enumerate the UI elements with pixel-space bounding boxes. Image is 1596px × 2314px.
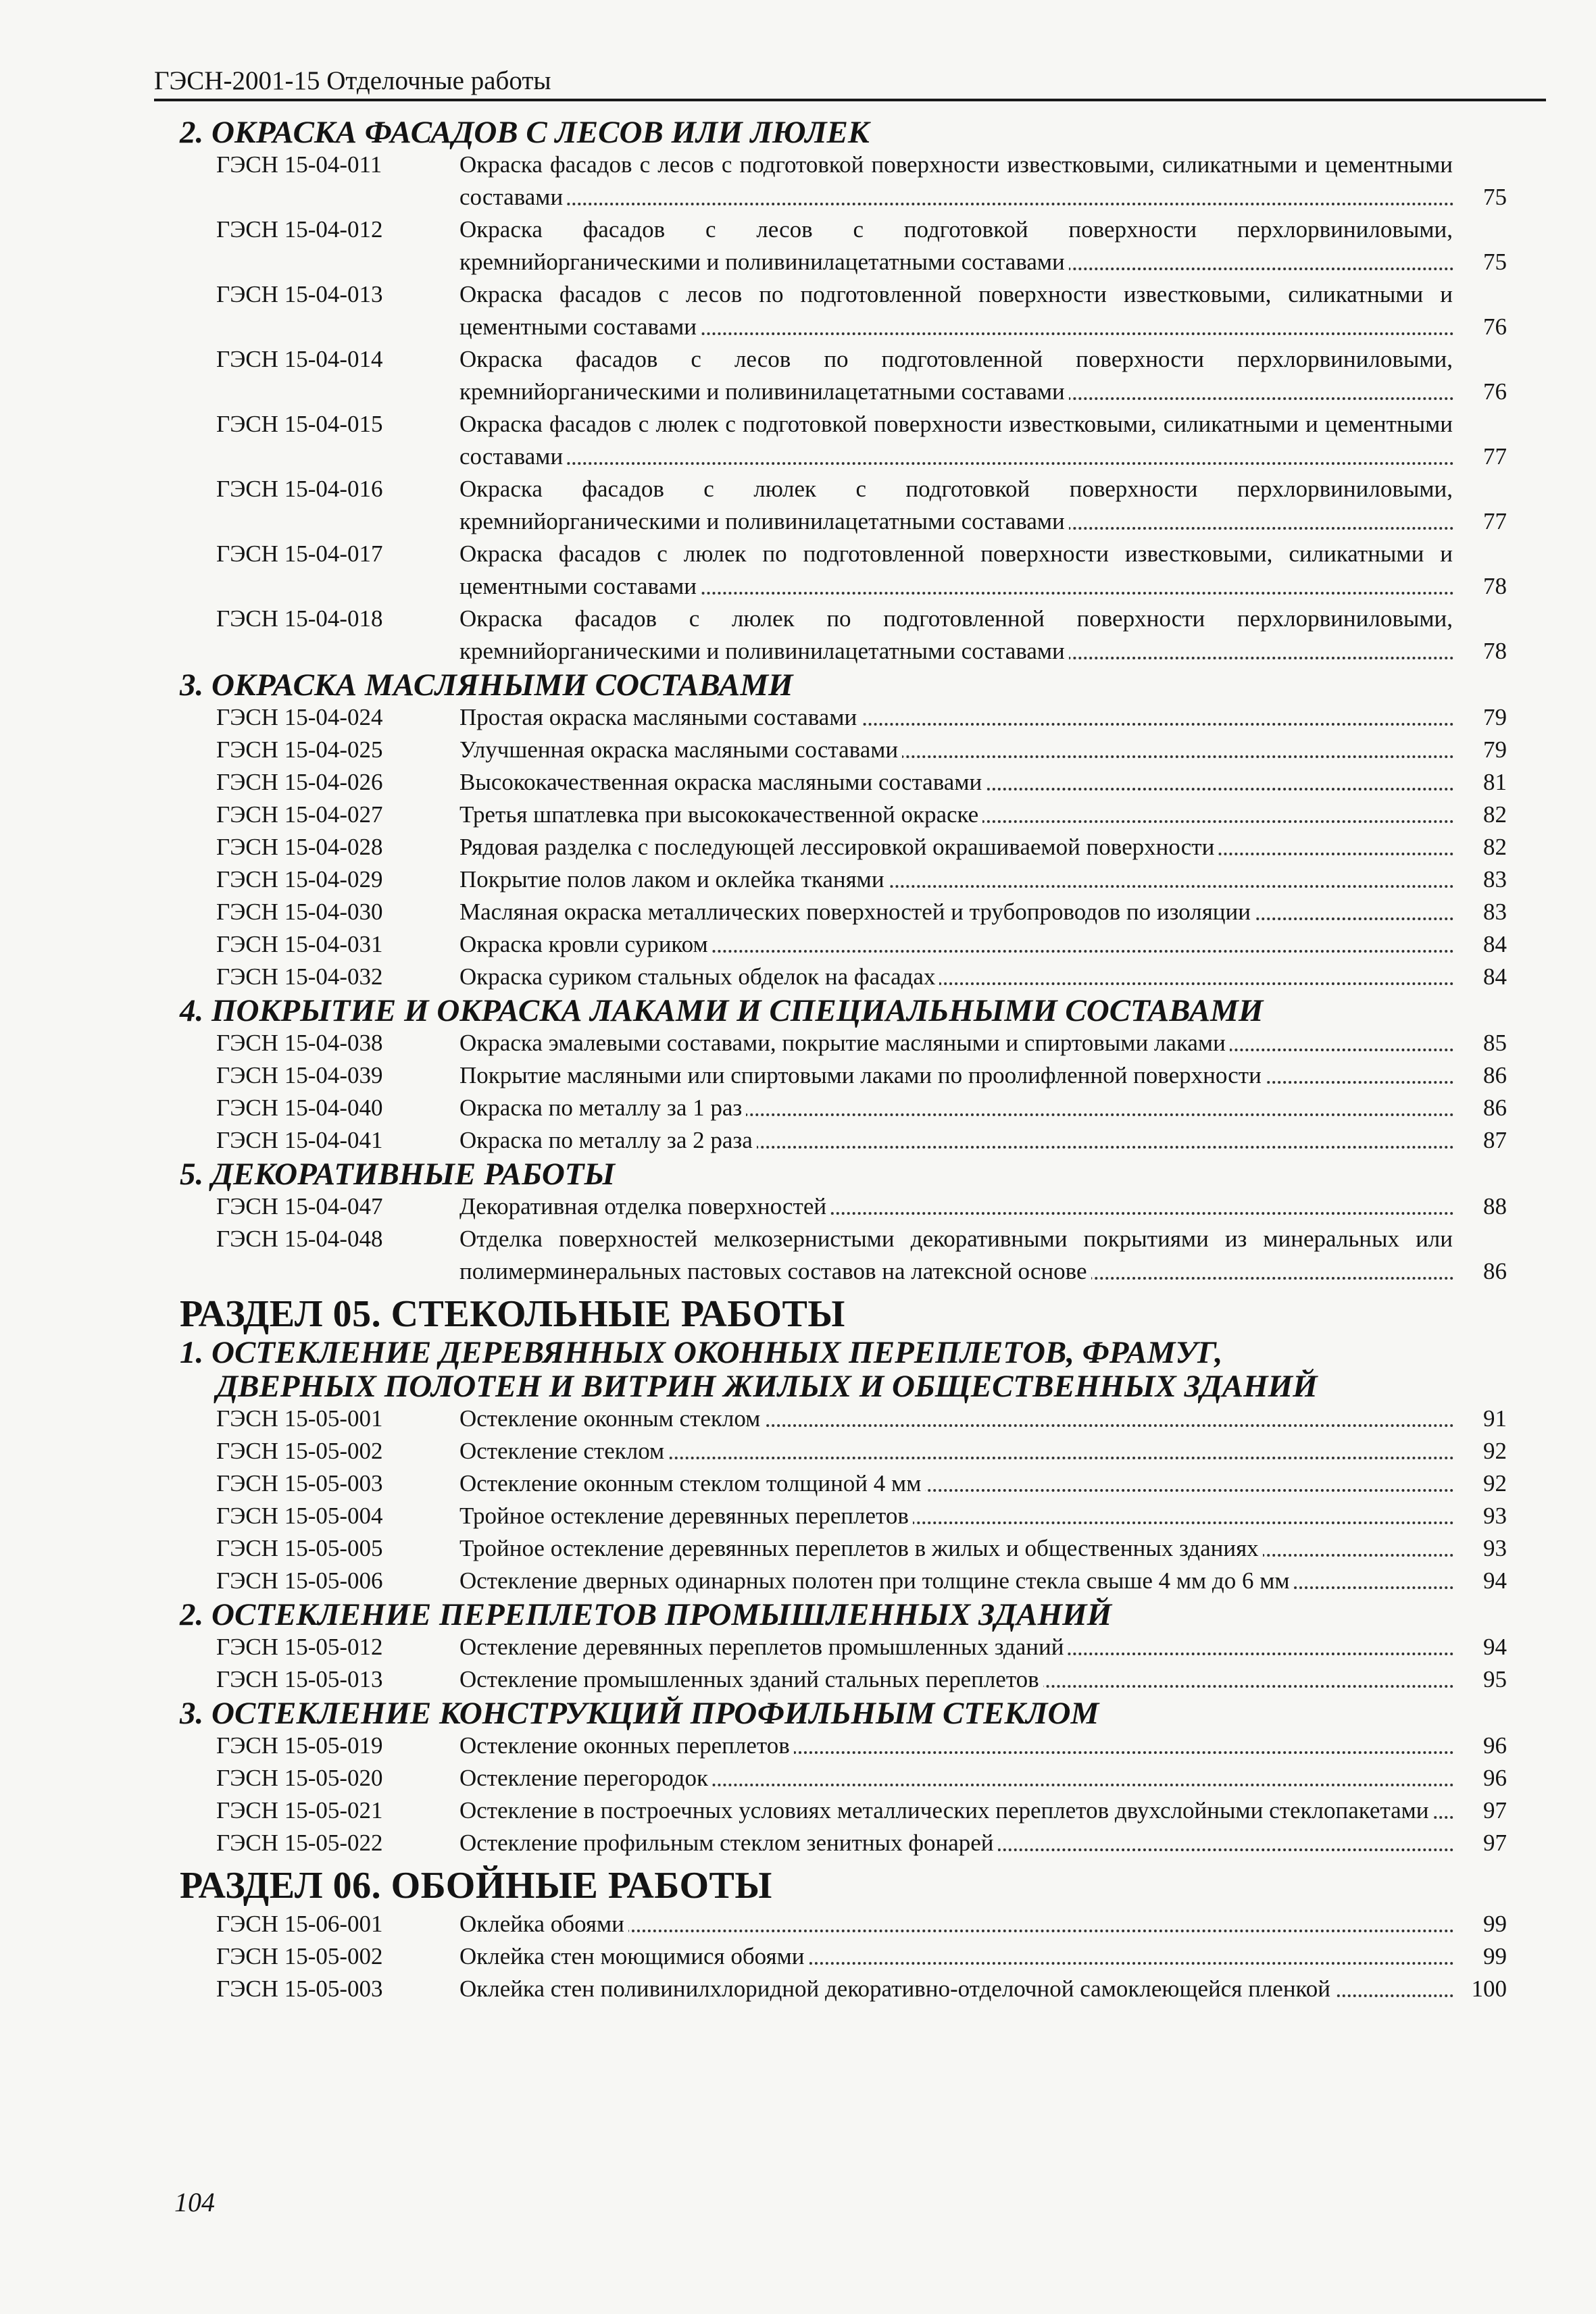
entry-code: ГЭСН 15-04-027 [216,801,383,828]
entry-page: 78 [1483,638,1507,664]
entry-code: ГЭСН 15-04-029 [216,866,383,892]
entry-title: Третья шпатлевка при высококачественной окраске [459,801,982,828]
subsection-title: 3. ОСТЕКЛЕНИЕ КОНСТРУКЦИЙ ПРОФИЛЬНЫМ СТЕКЛОМ [180,1696,1099,1731]
entry-code: ГЭСН 15-05-002 [216,1438,383,1464]
entry-text [459,473,1507,538]
entry-title: Декоративная отделка поверхностей [459,1193,830,1219]
toc-entry[interactable] [155,408,1507,473]
entry-text [459,928,1507,961]
entry-title: Высококачественная окраска масляными составами [459,769,986,795]
page-header: ГЭСН-2001-15 Отделочные работы [154,68,1546,101]
entry-text [459,1631,1507,1663]
entry-code: ГЭСН 15-05-021 [216,1797,383,1823]
entry-code: ГЭСН 15-04-038 [216,1030,383,1056]
toc-entry[interactable] [155,831,1507,863]
entry-code: ГЭСН 15-04-047 [216,1193,383,1219]
entry-code: ГЭСН 15-05-002 [216,1943,383,1969]
entry-page: 88 [1483,1193,1507,1219]
entry-code: ГЭСН 15-05-013 [216,1666,383,1692]
dot-leader [459,462,1454,465]
entry-text [459,1500,1507,1532]
entry-text [459,1532,1507,1565]
toc-entry[interactable] [155,1762,1507,1794]
entry-title: Остекление промышленных зданий стальных переплетов [459,1666,1043,1692]
toc-entry[interactable] [155,278,1507,343]
entry-text [459,766,1507,799]
toc-entry[interactable] [155,734,1507,766]
toc-entry[interactable] [155,1908,1507,1940]
entry-code: ГЭСН 15-05-012 [216,1634,383,1660]
entry-page: 76 [1483,378,1507,405]
entry-text [459,343,1507,408]
entry-code: ГЭСН 15-05-003 [216,1976,383,2002]
entry-code: ГЭСН 15-06-001 [216,1911,383,1937]
entry-code: ГЭСН 15-05-005 [216,1535,383,1561]
entry-title: Оклейка обоями [459,1911,628,1937]
entry-page: 93 [1483,1503,1507,1529]
entry-title: Окраска фасадов с люлек по подготовленной поверхности известковыми, силикатными и цементными составами [459,540,1453,599]
toc-entry[interactable] [155,1435,1507,1467]
toc-entry[interactable] [155,149,1507,213]
entry-page: 97 [1483,1797,1507,1823]
entry-title: Остекление деревянных переплетов промышленных зданий [459,1634,1068,1660]
entry-title: Остекление стеклом [459,1438,668,1464]
toc-entry[interactable] [155,1500,1507,1532]
toc-entry[interactable] [155,1124,1507,1157]
entry-code: ГЭСН 15-04-014 [216,346,383,372]
toc-entry[interactable] [155,1059,1507,1092]
section-title: РАЗДЕЛ 05. СТЕКОЛЬНЫЕ РАБОТЫ [180,1293,845,1335]
entry-title: Оклейка стен моющимися обоями [459,1943,808,1969]
entry-text [459,831,1507,863]
entry-text [459,1124,1507,1157]
entry-page: 92 [1483,1470,1507,1496]
entry-page: 86 [1483,1062,1507,1088]
entry-code: ГЭСН 15-04-017 [216,540,383,567]
subsection-title: 1. ОСТЕКЛЕНИЕ ДЕРЕВЯННЫХ ОКОННЫХ ПЕРЕПЛЕТОВ, ФРАМУГ, [180,1335,1223,1370]
entry-title: Окраска фасадов с люлек по подготовленной поверхности перхлорвиниловыми, кремнийорганическими и поливинилацетатными составами [459,605,1453,664]
toc-entry[interactable] [155,1663,1507,1696]
entry-text [459,1762,1507,1794]
entry-code: ГЭСН 15-05-006 [216,1567,383,1594]
entry-text [459,278,1507,343]
entry-text [459,1403,1507,1435]
entry-page: 96 [1483,1765,1507,1791]
entry-text [459,1973,1507,2005]
toc-entry[interactable] [155,896,1507,928]
entry-code: ГЭСН 15-04-028 [216,834,383,860]
entry-title: Остекление в построечных условиях металлических переплетов двухслойными стеклопакетами [459,1797,1433,1823]
subsection-title: 4. ПОКРЫТИЕ И ОКРАСКА ЛАКАМИ И СПЕЦИАЛЬНЫМИ СОСТАВАМИ [180,993,1264,1028]
entry-page: 83 [1483,866,1507,892]
toc-entry[interactable] [155,1092,1507,1124]
entry-code: ГЭСН 15-04-031 [216,931,383,957]
entry-page: 79 [1483,704,1507,730]
entry-page: 82 [1483,801,1507,828]
entry-page: 96 [1483,1732,1507,1759]
entry-code: ГЭСН 15-05-001 [216,1405,383,1432]
entry-title: Покрытие масляными или спиртовыми лаками по проолифленной поверхности [459,1062,1266,1088]
entry-code: ГЭСН 15-04-011 [216,151,382,178]
entry-text [459,1059,1507,1092]
entry-title: Остекление профильным стеклом зенитных фонарей [459,1830,998,1856]
entry-title: Простая окраска масляными составами [459,704,861,730]
entry-text [459,799,1507,831]
toc-entry[interactable] [155,1794,1507,1827]
entry-code: ГЭСН 15-05-004 [216,1503,383,1529]
entry-title: Тройное остекление деревянных переплетов [459,1503,913,1529]
toc-entry[interactable] [155,1973,1507,2005]
entry-page: 85 [1483,1030,1507,1056]
entry-title: Улучшенная окраска масляными составами [459,736,902,763]
entry-text [459,1730,1507,1762]
subsection-title: 2. ОКРАСКА ФАСАДОВ С ЛЕСОВ ИЛИ ЛЮЛЕК [180,115,870,150]
toc-entry[interactable] [155,961,1507,993]
toc-entry[interactable] [155,863,1507,896]
entry-title: Отделка поверхностей мелкозернистыми декоративными покрытиями из минеральных или полимерминеральных пастовых составов на латексной основе [459,1226,1453,1284]
page-number: 104 [174,2187,215,2217]
entry-text [459,1908,1507,1940]
entry-text [459,734,1507,766]
toc-entry[interactable] [155,799,1507,831]
entry-text [459,603,1507,668]
entry-code: ГЭСН 15-05-019 [216,1732,383,1759]
toc-entry[interactable] [155,766,1507,799]
entry-title: Оклейка стен поливинилхлоридной декоративно-отделочной самоклеющейся пленкой [459,1976,1335,2002]
entry-title: Окраска фасадов с люлек с подготовкой поверхности известковыми, силикатными и цементными составами [459,411,1453,470]
subsection-title: 5. ДЕКОРАТИВНЫЕ РАБОТЫ [180,1157,616,1192]
entry-page: 77 [1483,508,1507,534]
entry-code: ГЭСН 15-04-026 [216,769,383,795]
entry-page: 91 [1483,1405,1507,1432]
toc-entry[interactable] [155,473,1507,538]
entry-code: ГЭСН 15-04-039 [216,1062,383,1088]
toc-entry[interactable] [155,603,1507,668]
entry-page: 75 [1483,184,1507,210]
entry-title: Остекление оконным стеклом толщиной 4 мм [459,1470,925,1496]
entry-code: ГЭСН 15-04-013 [216,281,383,307]
entry-title: Окраска фасадов с лесов по подготовленной поверхности перхлорвиниловыми, кремнийорганическими и поливинилацетатными составами [459,346,1453,405]
entry-title: Остекление оконным стеклом [459,1405,764,1432]
entry-title: Окраска по металлу за 2 раза [459,1127,757,1153]
toc-entry[interactable] [155,1565,1507,1597]
entry-text [459,1565,1507,1597]
entry-text [459,1827,1507,1859]
entry-text [459,408,1507,473]
entry-title: Остекление перегородок [459,1765,712,1791]
dot-leader [459,203,1454,205]
entry-title: Масляная окраска металлических поверхностей и трубопроводов по изоляции [459,899,1255,925]
entry-code: ГЭСН 15-04-048 [216,1226,383,1252]
entry-page: 86 [1483,1095,1507,1121]
entry-text [459,213,1507,278]
toc-entry[interactable] [155,1027,1507,1059]
toc-entry[interactable] [155,1532,1507,1565]
toc-entry[interactable] [155,701,1507,734]
entry-code: ГЭСН 15-04-041 [216,1127,383,1153]
entry-title: Окраска фасадов с лесов с подготовкой поверхности известковыми, силикатными и цементными составами [459,151,1453,210]
entry-title: Окраска фасадов с лесов с подготовкой поверхности перхлорвиниловыми, кремнийорганическими и поливинилацетатными составами [459,216,1453,275]
entry-code: ГЭСН 15-05-020 [216,1765,383,1791]
entry-code: ГЭСН 15-04-012 [216,216,383,243]
entry-page: 94 [1483,1634,1507,1660]
entry-title: Тройное остекление деревянных переплетов в жилых и общественных зданиях [459,1535,1263,1561]
entry-text [459,1940,1507,1973]
entry-page: 84 [1483,931,1507,957]
entry-page: 81 [1483,769,1507,795]
entry-page: 75 [1483,249,1507,275]
entry-title: Окраска эмалевыми составами, покрытие масляными и спиртовыми лаками [459,1030,1230,1056]
entry-code: ГЭСН 15-05-003 [216,1470,383,1496]
entry-text [459,538,1507,603]
entry-title: Рядовая разделка с последующей лессировкой окрашиваемой поверхности [459,834,1218,860]
entry-title: Окраска фасадов с люлек с подготовкой поверхности перхлорвиниловыми, кремнийорганическими и поливинилацетатными составами [459,476,1453,534]
entry-text [459,701,1507,734]
subsection-title: 3. ОКРАСКА МАСЛЯНЫМИ СОСТАВАМИ [180,668,793,703]
subsection-title: 2. ОСТЕКЛЕНИЕ ПЕРЕПЛЕТОВ ПРОМЫШЛЕННЫХ ЗДАНИЙ [180,1597,1112,1632]
toc-entry[interactable] [155,1631,1507,1663]
subsection-title: ДВЕРНЫХ ПОЛОТЕН И ВИТРИН ЖИЛЫХ И ОБЩЕСТВЕННЫХ ЗДАНИЙ [216,1369,1318,1404]
entry-text [459,1223,1507,1288]
entry-title: Окраска фасадов с лесов по подготовленной поверхности известковыми, силикатными и цементными составами [459,281,1453,340]
entry-text [459,1190,1507,1223]
entry-title: Остекление оконных переплетов [459,1732,794,1759]
toc-entry[interactable] [155,928,1507,961]
entry-text [459,863,1507,896]
toc-entry[interactable] [155,1223,1507,1288]
toc-entry[interactable] [155,538,1507,603]
entry-page: 76 [1483,313,1507,340]
entry-page: 97 [1483,1830,1507,1856]
entry-title: Окраска суриком стальных обделок на фасадах [459,963,939,990]
entry-page: 83 [1483,899,1507,925]
entry-page: 84 [1483,963,1507,990]
entry-text [459,961,1507,993]
entry-text [459,1435,1507,1467]
toc-entry[interactable] [155,1730,1507,1762]
entry-text [459,896,1507,928]
entry-page: 78 [1483,573,1507,599]
section-title: РАЗДЕЛ 06. ОБОЙНЫЕ РАБОТЫ [180,1865,772,1907]
entry-code: ГЭСН 15-04-032 [216,963,383,990]
entry-text [459,149,1507,213]
entry-page: 94 [1483,1567,1507,1594]
entry-title: Окраска по металлу за 1 раз [459,1095,746,1121]
entry-text [459,1663,1507,1696]
entry-code: ГЭСН 15-04-016 [216,476,383,502]
entry-page: 93 [1483,1535,1507,1561]
entry-page: 86 [1483,1258,1507,1284]
entry-title: Остекление дверных одинарных полотен при толщине стекла свыше 4 мм до 6 мм [459,1567,1294,1594]
entry-page: 77 [1483,443,1507,470]
entry-text [459,1794,1507,1827]
entry-code: ГЭСН 15-04-018 [216,605,383,632]
entry-title: Окраска кровли суриком [459,931,712,957]
toc-entry[interactable] [155,1940,1507,1973]
entry-code: ГЭСН 15-04-015 [216,411,383,437]
entry-title: Покрытие полов лаком и оклейка тканями [459,866,889,892]
entry-page: 82 [1483,834,1507,860]
entry-code: ГЭСН 15-04-024 [216,704,383,730]
toc-entry[interactable] [155,1403,1507,1435]
entry-text [459,1027,1507,1059]
entry-page: 99 [1483,1911,1507,1937]
toc-entry[interactable] [155,213,1507,278]
toc-entry[interactable] [155,1827,1507,1859]
entry-page: 95 [1483,1666,1507,1692]
entry-page: 79 [1483,736,1507,763]
entry-page: 99 [1483,1943,1507,1969]
toc-entry[interactable] [155,1467,1507,1500]
entry-page: 87 [1483,1127,1507,1153]
entry-text [459,1467,1507,1500]
entry-page: 92 [1483,1438,1507,1464]
entry-code: ГЭСН 15-05-022 [216,1830,383,1856]
entry-text [459,1092,1507,1124]
entry-code: ГЭСН 15-04-030 [216,899,383,925]
toc-entry[interactable] [155,1190,1507,1223]
entry-code: ГЭСН 15-04-025 [216,736,383,763]
table-of-contents [155,115,1507,2005]
toc-entry[interactable] [155,343,1507,408]
entry-page: 100 [1471,1976,1507,2002]
entry-code: ГЭСН 15-04-040 [216,1095,383,1121]
